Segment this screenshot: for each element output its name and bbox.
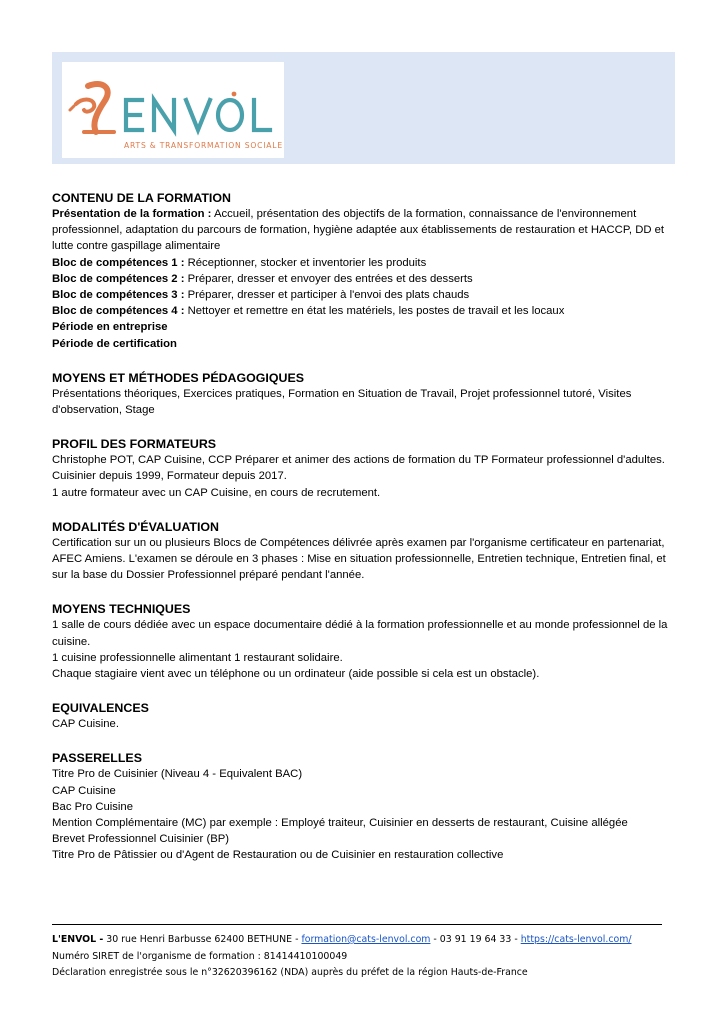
moyens-line: 1 cuisine professionnelle alimentant 1 restaurant solidaire. xyxy=(52,651,343,664)
bloc-4 xyxy=(52,303,674,319)
footer-siret: Numéro SIRET de l'organisme de formation : 81414410100049 xyxy=(52,950,348,962)
section-title: EQUIVALENCES xyxy=(52,701,149,716)
section-title: MODALITÉS D'ÉVALUATION xyxy=(52,519,219,534)
presentation-text: Accueil, présentation des objectifs de la formation, connaissance de l'environnement professionnel, adaptation du parcours de formation, hygiène adaptée aux établissements de restauration et HACCP, DD et lutte contre gaspillage alimentaire xyxy=(52,208,665,253)
footer-phone: - 03 91 19 64 33 - xyxy=(430,934,521,945)
bloc-2 xyxy=(52,271,674,287)
bloc-3 xyxy=(52,287,674,303)
footer-declaration: Déclaration enregistrée sous le n°32620396162 (NDA) auprès du préfet de la région Hauts-de-France xyxy=(52,967,528,978)
presentation-paragraph xyxy=(52,206,674,255)
passerelle-line: Bac Pro Cuisine xyxy=(52,800,133,813)
section-moyens-techniques xyxy=(52,601,674,682)
section-text: Certification sur un ou plusieurs Blocs de Compétences délivrée après examen par l'organisme certificateur en partenariat, AFEC Amiens. L'examen se déroule en 3 phases : Mise en situation professionnelle, Entretien technique, Entretien final, et sur la base du Dossier Professionnel préparé pendant l'année. xyxy=(52,536,666,582)
profil-line: Christophe POT, CAP Cuisine, CCP Préparer et animer des actions de formation du TP Formateur professionnel d'adultes. xyxy=(52,454,665,467)
moyens-line: 1 salle de cours dédiée avec un espace documentaire dédié à la formation professionnelle et au monde professionnel de la cuisine. xyxy=(52,619,668,648)
section-moyens-methodes xyxy=(52,370,674,418)
passerelle-line: CAP Cuisine xyxy=(52,784,116,797)
logo xyxy=(62,62,284,158)
periode-certification: Période de certification xyxy=(52,337,177,350)
bloc-text: Nettoyer et remettre en état les matériels, les postes de travail et les locaux xyxy=(184,305,565,318)
svg-text:ARTS & TRANSFORMATION SOCIALE: ARTS & TRANSFORMATION SOCIALE xyxy=(124,141,283,150)
footer-contact-line xyxy=(52,932,692,949)
passerelle-line: Mention Complémentaire (MC) par exemple : Employé traiteur, Cuisinier en desserts de restaurant, Cuisine allégée xyxy=(52,817,628,830)
section-passerelles xyxy=(52,750,674,863)
email-link[interactable]: formation@cats-lenvol.com xyxy=(301,934,431,945)
presentation-label: Présentation de la formation : xyxy=(52,208,212,220)
section-title: PROFIL DES FORMATEURS xyxy=(52,437,217,452)
bloc-text: Réceptionner, stocker et inventorier les produits xyxy=(184,256,427,269)
footer-org: L'ENVOL - xyxy=(52,934,104,945)
footer-divider xyxy=(52,924,662,925)
passerelle-line: Titre Pro de Cuisinier (Niveau 4 - Equivalent BAC) xyxy=(52,768,303,781)
bloc-1 xyxy=(52,255,674,271)
footer xyxy=(52,932,692,982)
section-title: CONTENU DE LA FORMATION xyxy=(52,191,231,205)
bloc-label: Bloc de compétences 2 : xyxy=(52,272,185,285)
section-title: MOYENS ET MÉTHODES PÉDAGOGIQUES xyxy=(52,370,304,385)
bloc-label: Bloc de compétences 4 : xyxy=(52,305,185,318)
section-title: PASSERELLES xyxy=(52,751,142,766)
profil-line: 1 autre formateur avec un CAP Cuisine, en cours de recrutement. xyxy=(52,486,381,499)
bloc-text: Préparer, dresser et participer à l'envoi des plats chauds xyxy=(184,289,470,302)
passerelle-line: Titre Pro de Pâtissier ou d'Agent de Restauration ou de Cuisinier en restauration collective xyxy=(52,849,504,862)
passerelle-line: Brevet Professionnel Cuisinier (BP) xyxy=(52,833,230,846)
website-link[interactable]: https://cats-lenvol.com/ xyxy=(520,934,632,945)
bloc-label: Bloc de compétences 1 : xyxy=(52,256,185,269)
footer-address: 30 rue Henri Barbusse 62400 BETHUNE - xyxy=(103,934,302,945)
moyens-line: Chaque stagiaire vient avec un téléphone ou un ordinateur (aide possible si cela est un obstacle). xyxy=(52,668,540,681)
section-text: CAP Cuisine. xyxy=(52,718,119,731)
section-equivalences xyxy=(52,700,674,732)
section-title: MOYENS TECHNIQUES xyxy=(52,602,191,617)
lenvol-logo-icon xyxy=(62,62,284,158)
bloc-label: Bloc de compétences 3 : xyxy=(52,289,185,302)
formation-content xyxy=(52,190,674,882)
section-text: Présentations théoriques, Exercices pratiques, Formation en Situation de Travail, Projet professionnel tutoré, Visites d'observation, Stage xyxy=(52,387,632,417)
section-contenu xyxy=(52,190,674,352)
bloc-text: Préparer, dresser et envoyer des entrées et des desserts xyxy=(184,272,473,285)
profil-line: Cuisinier depuis 1999, Formateur depuis 2017. xyxy=(52,470,287,483)
section-modalites xyxy=(52,519,674,584)
section-profil xyxy=(52,436,674,501)
periode-entreprise: Période en entreprise xyxy=(52,321,168,334)
